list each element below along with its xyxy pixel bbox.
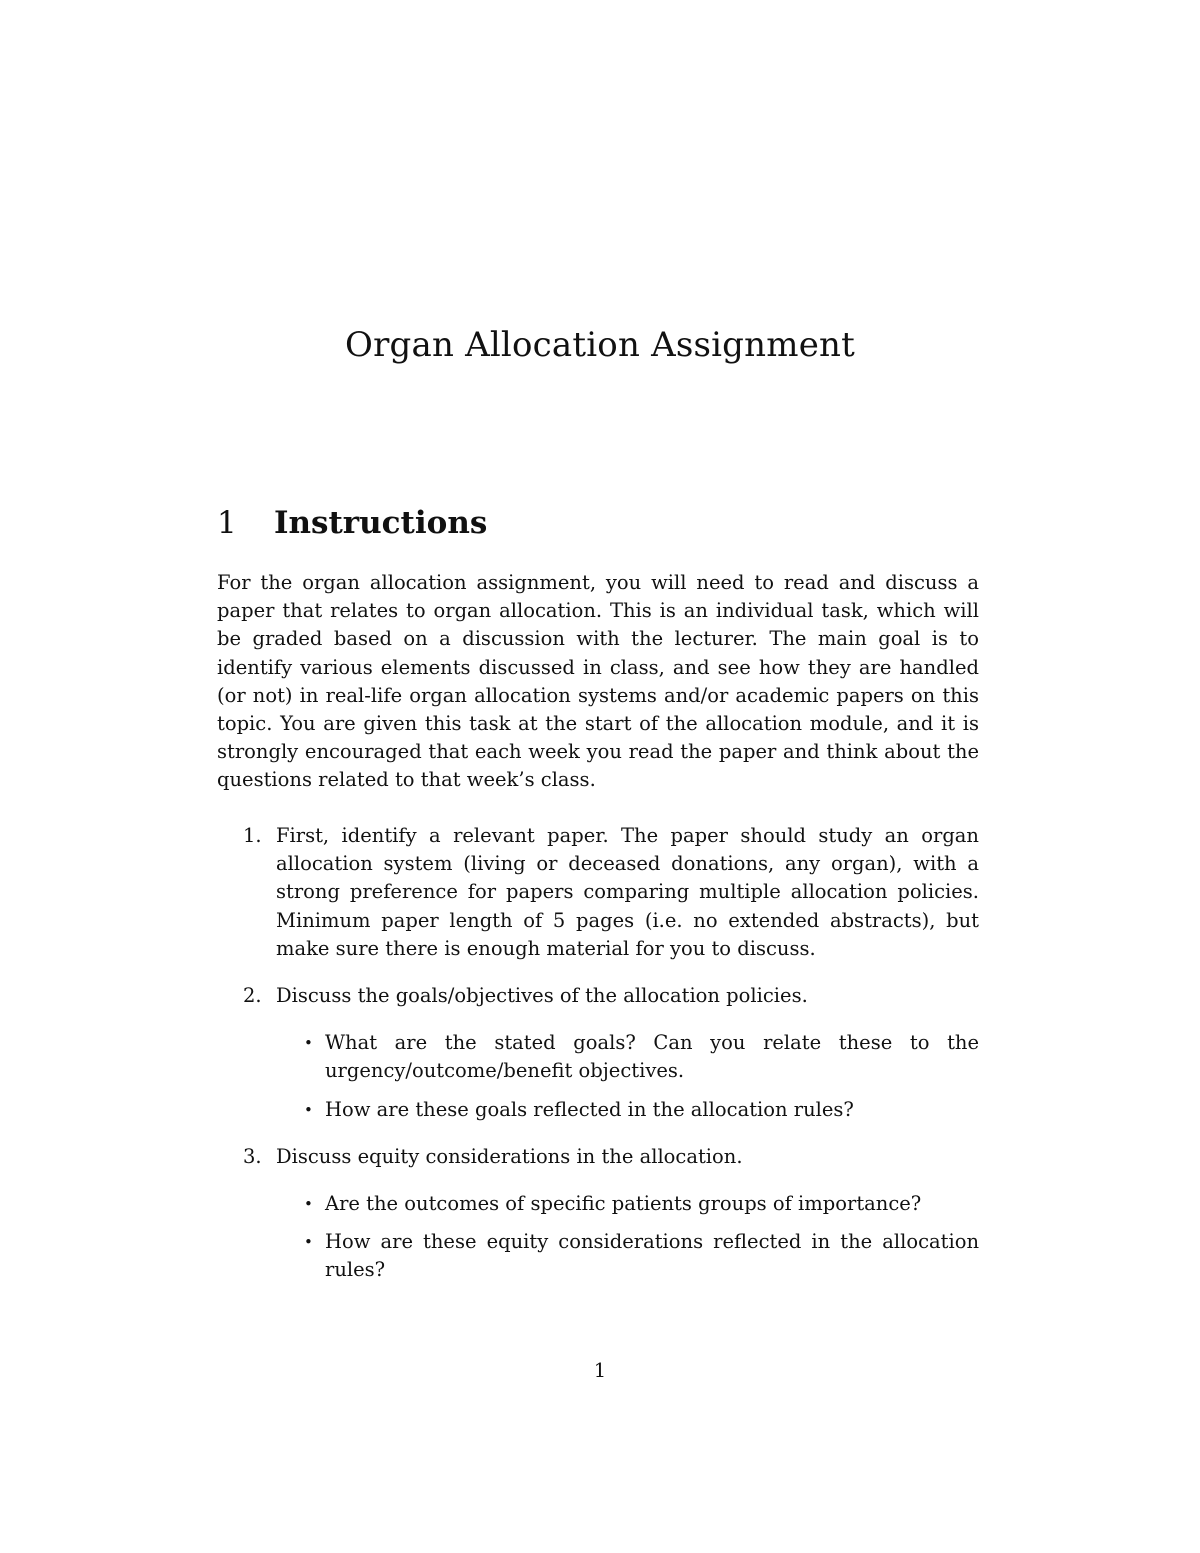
- bullet-icon: •: [304, 1195, 313, 1214]
- sub-list: [276, 1190, 979, 1285]
- sub-list-item-text: What are the stated goals? Can you relate these to the urgency/outcome/benefit objectives.: [325, 1031, 979, 1083]
- section-heading: [217, 505, 487, 542]
- bullet-icon: •: [304, 1233, 313, 1252]
- document-title: Organ Allocation Assignment: [345, 325, 855, 365]
- list-item: [217, 982, 979, 1124]
- list-item: [217, 822, 979, 963]
- sub-list-item: [276, 1096, 979, 1124]
- sub-list-item: [276, 1190, 979, 1218]
- list-item: [217, 1143, 979, 1285]
- intro-paragraph: For the organ allocation assignment, you will need to read and discuss a paper that relates to organ allocation. This is an individual task, which will be graded based on a discussion with the lecturer. The main goal is to identify various elements discussed in class, and see how they are handled (or not) in real-life organ allocation systems and/or academic papers on this topic. You are given this task at the start of the allocation module, and it is strongly encouraged that each week you read the paper and think about the questions related to that week’s class.: [217, 571, 979, 792]
- sub-list-item: [276, 1228, 979, 1284]
- section-number: 1: [217, 505, 237, 541]
- sub-list: [276, 1029, 979, 1124]
- sub-list-item-text: How are these equity considerations reflected in the allocation rules?: [325, 1230, 979, 1282]
- sub-list-item-text: How are these goals reflected in the allocation rules?: [325, 1097, 854, 1121]
- list-item-number: 3.: [243, 1144, 262, 1168]
- task-list: [217, 822, 979, 1304]
- list-item-number: 1.: [243, 824, 262, 847]
- bullet-icon: •: [304, 1034, 313, 1053]
- list-item-text: First, identify a relevant paper. The paper should study an organ allocation system (living or deceased donations, any organ), with a strong preference for papers comparing multiple allocation policies. Minimum paper length of 5 pages (i.e. no extended abstracts), but make sure there is enough material for you to discuss.: [276, 824, 979, 960]
- page-number: 1: [593, 1359, 607, 1382]
- list-item-number: 2.: [243, 984, 262, 1008]
- sub-list-item-text: Are the outcomes of specific patients groups of importance?: [325, 1192, 922, 1216]
- bullet-icon: •: [304, 1100, 313, 1119]
- sub-list-item: [276, 1029, 979, 1085]
- list-item-text: Discuss the goals/objectives of the allocation policies.: [276, 984, 808, 1008]
- section-title: Instructions: [274, 505, 488, 541]
- list-item-text: Discuss equity considerations in the allocation.: [276, 1144, 743, 1168]
